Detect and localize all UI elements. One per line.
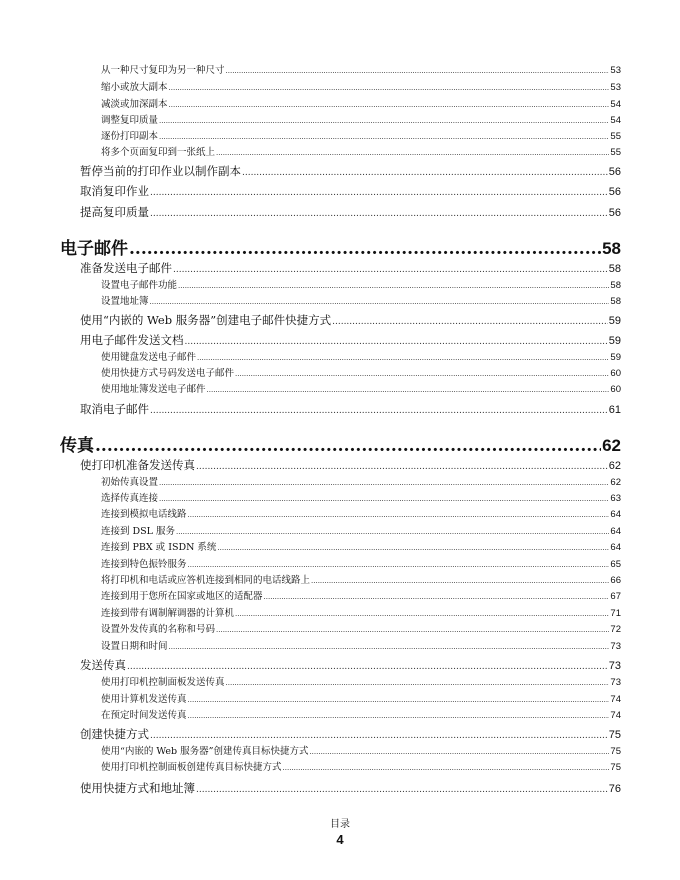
toc-entry-title: 使用“内嵌的 Web 服务器”创建电子邮件快捷方式 [80,313,332,327]
toc-chapter-title: 传真 [60,436,94,456]
toc-entry-page: 63 [610,493,621,504]
dot-leader [235,610,609,618]
toc-chapter-page: 62 [602,436,621,455]
toc-entry[interactable] [101,605,621,619]
dot-leader [150,188,608,198]
toc-entry-page: 58 [610,280,621,291]
toc-entry-page: 54 [610,99,621,110]
dot-leader [197,354,609,362]
dot-leader [169,643,610,651]
toc-entry-title: 设置日期和时间 [101,641,168,652]
toc-entry[interactable] [101,96,621,110]
toc-entry[interactable] [101,572,621,586]
toc-entry-page: 75 [608,729,621,741]
toc-entry-title: 使用键盘发送电子邮件 [101,352,197,363]
toc-entry-title: 初始传真设置 [101,477,159,488]
toc-entry-title: 使用计算机发送传真 [101,694,187,705]
toc-entry-title: 选择传真连接 [101,493,159,504]
toc-entry-page: 74 [610,694,621,705]
toc-entry-title: 连接到用于您所在国家或地区的适配器 [101,591,263,602]
toc-entry-page: 59 [608,315,621,327]
toc-entry-title: 连接到特色振铃服务 [101,559,187,570]
toc-entry-page: 64 [610,542,621,553]
dot-leader [332,317,608,327]
toc-entry[interactable] [101,112,621,126]
toc-entry-page: 64 [610,509,621,520]
dot-leader [216,149,609,157]
toc-entry[interactable] [80,163,621,179]
dot-leader [196,785,608,795]
toc-entry-title: 设置地址簿 [101,296,149,307]
toc-entry-page: 62 [610,477,621,488]
dot-leader [242,168,608,178]
toc-entry-page: 56 [608,166,621,178]
dot-leader [188,561,610,569]
toc-entry[interactable] [101,62,621,76]
toc-entry[interactable] [101,523,621,537]
toc-entry-page: 55 [610,131,621,142]
toc-entry-page: 53 [610,65,621,76]
toc-entry-title: 调整复印质量 [101,115,159,126]
toc-entry-page: 73 [610,677,621,688]
dot-leader [207,386,610,394]
toc-entry-title: 缩小或放大副本 [101,82,168,93]
toc-entry-page: 73 [610,641,621,652]
toc-entry-page: 75 [610,762,621,773]
dot-leader [159,479,609,487]
dot-leader [188,696,610,704]
toc-entry[interactable] [101,759,621,773]
toc-entry-title: 连接到模拟电话线路 [101,509,187,520]
dot-leader [283,764,610,772]
toc-entry-page: 60 [610,368,621,379]
toc-entry-page: 56 [608,207,621,219]
dot-leader [188,712,610,720]
toc-entry[interactable] [101,621,621,635]
dot-leader [216,626,609,634]
toc-entry-title: 创建快捷方式 [80,727,149,741]
toc-entry-title: 连接到 PBX 或 ISDN 系统 [101,542,217,553]
toc-entry[interactable] [101,128,621,142]
toc-entry-title: 用电子邮件发送文档 [80,333,184,347]
dot-leader [129,239,601,259]
toc-entry-page: 54 [610,115,621,126]
toc-entry-page: 56 [608,186,621,198]
toc-entry-title: 连接到 DSL 服务 [101,526,175,537]
dot-leader [226,679,610,687]
dot-leader [159,495,609,503]
toc-entry[interactable] [80,204,621,220]
toc-entry-page: 73 [608,660,621,672]
dot-leader [311,577,609,585]
toc-chapter-page: 58 [602,239,621,258]
toc-entry-title: 暂停当前的打印作业以制作副本 [80,164,241,178]
toc-entry-page: 71 [610,608,621,619]
dot-leader [309,748,609,756]
toc-entry-page: 65 [610,559,621,570]
dot-leader [150,406,608,416]
toc-entry-page: 74 [610,710,621,721]
toc-entry[interactable] [80,183,621,199]
toc-entry-title: 设置外发传真的名称和号码 [101,624,216,635]
dot-leader [185,337,608,347]
toc-entry-title: 发送传真 [80,658,126,672]
dot-leader [188,511,610,519]
dot-leader [178,282,609,290]
footer-page-number: 4 [336,832,344,847]
toc-entry[interactable] [101,293,621,307]
dot-leader [159,117,609,125]
dot-leader [226,67,610,75]
toc-entry-page: 67 [610,591,621,602]
dot-leader [169,84,610,92]
toc-entry-title: 使用打印机控制面板创建传真目标快捷方式 [101,762,282,773]
dot-leader [217,544,609,552]
toc-entry[interactable] [101,588,621,602]
toc-entry[interactable] [101,365,621,379]
toc-entry-page: 59 [608,335,621,347]
toc-entry-page: 58 [610,296,621,307]
toc-entry[interactable] [101,743,621,757]
toc-entry[interactable] [101,707,621,721]
toc-entry-title: 使用打印机控制面板发送传真 [101,677,225,688]
dot-leader [150,298,610,306]
dot-leader [95,436,601,456]
toc-entry[interactable] [101,556,621,570]
toc-entry[interactable] [80,780,621,796]
toc-entry-page: 64 [610,526,621,537]
toc-entry-page: 60 [610,384,621,395]
toc-entry-title: 将多个页面复印到一张纸上 [101,147,216,158]
toc-entry-title: 取消电子邮件 [80,402,149,416]
toc-entry[interactable] [101,506,621,520]
toc-entry-page: 55 [610,147,621,158]
toc-entry[interactable] [80,657,621,673]
toc-entry-page: 53 [610,82,621,93]
toc-entry[interactable] [101,474,621,488]
toc-entry[interactable] [80,726,621,742]
dot-leader [127,662,608,672]
dot-leader [169,101,610,109]
toc-entry-title: 使打印机准备发送传真 [80,458,195,472]
footer-section-label: 目录 [330,819,350,830]
dot-leader [264,593,610,601]
toc-chapter-title: 电子邮件 [60,239,128,259]
dot-leader [176,528,609,536]
toc-entry-title: 将打印机和电话或应答机连接到相同的电话线路上 [101,575,311,586]
toc-entry[interactable] [101,638,621,652]
toc-chapter[interactable] [60,431,621,456]
toc-entry-page: 76 [608,783,621,795]
toc-entry[interactable] [101,79,621,93]
toc-entry-title: 准备发送电子邮件 [80,261,172,275]
toc-entry[interactable] [101,381,621,395]
toc-entry-page: 72 [610,624,621,635]
toc-entry[interactable] [80,457,621,473]
toc-entry-title: 在预定时间发送传真 [101,710,187,721]
toc-entry-title: 连接到带有调制解调器的计算机 [101,608,235,619]
toc-entry[interactable] [101,349,621,363]
toc-entry-title: 使用快捷方式号码发送电子邮件 [101,368,235,379]
toc-entry-page: 59 [610,352,621,363]
dot-leader [150,209,608,219]
toc-entry-title: 从一种尺寸复印为另一种尺寸 [101,65,225,76]
toc-entry[interactable] [101,277,621,291]
toc-entry[interactable] [101,490,621,504]
dot-leader [196,462,608,472]
toc-entry-title: 使用地址簿发送电子邮件 [101,384,206,395]
toc-entry[interactable] [101,144,621,158]
toc-entry-page: 75 [610,746,621,757]
toc-entry[interactable] [80,401,621,417]
toc-entry[interactable] [80,312,621,328]
toc-chapter[interactable] [60,234,621,259]
toc-entry-title: 减淡或加深副本 [101,99,168,110]
toc-entry-title: 取消复印作业 [80,184,149,198]
dot-leader [150,731,608,741]
dot-leader [159,133,609,141]
toc-entry[interactable] [101,691,621,705]
toc-entry-page: 62 [608,460,621,472]
toc-entry-title: 设置电子邮件功能 [101,280,178,291]
toc-entry[interactable] [101,539,621,553]
dot-leader [173,265,608,275]
toc-entry-title: 提高复印质量 [80,205,149,219]
toc-entry[interactable] [80,332,621,348]
toc-entry[interactable] [101,674,621,688]
toc-entry[interactable] [80,260,621,276]
toc-entry-title: 逐份打印副本 [101,131,159,142]
toc-entry-page: 61 [608,404,621,416]
toc-entry-title: 使用“内嵌的 Web 服务器”创建传真目标快捷方式 [101,746,309,757]
dot-leader [235,370,609,378]
toc-entry-page: 66 [610,575,621,586]
toc-entry-page: 58 [608,263,621,275]
toc-entry-title: 使用快捷方式和地址簿 [80,781,195,795]
